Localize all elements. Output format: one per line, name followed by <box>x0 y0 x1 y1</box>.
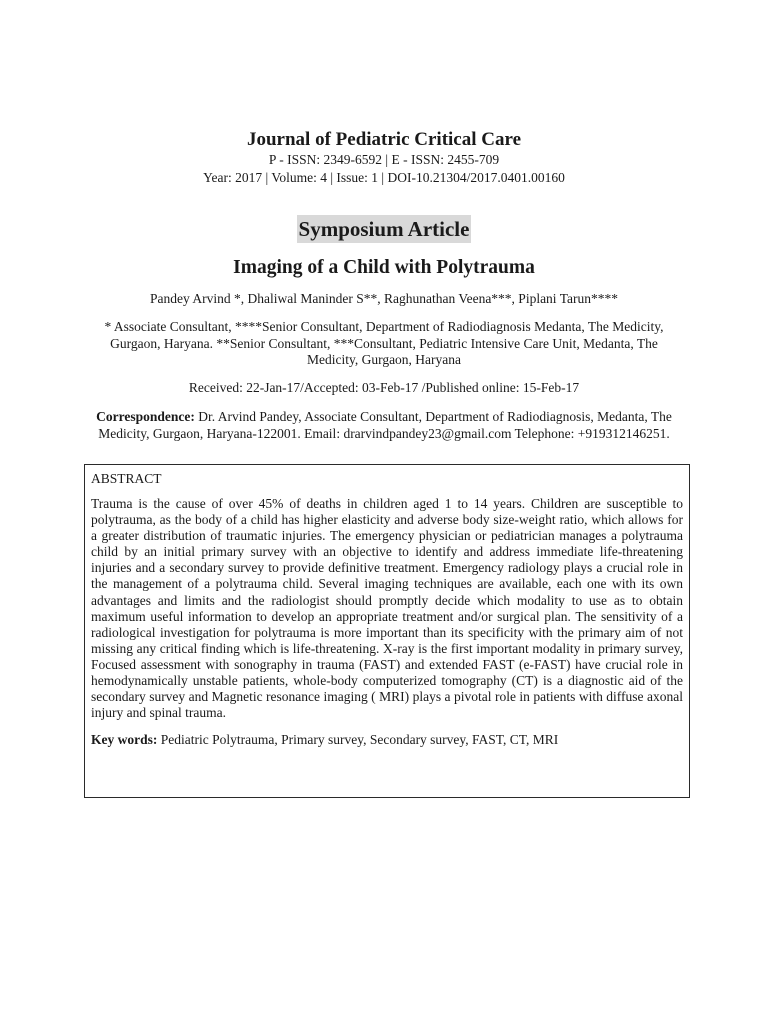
keywords-text: Pediatric Polytrauma, Primary survey, Secondary survey, FAST, CT, MRI <box>157 732 559 748</box>
journal-title: Journal of Pediatric Critical Care <box>246 129 522 150</box>
issn-line: P - ISSN: 2349-6592 | E - ISSN: 2455-709 <box>268 152 500 167</box>
article-type-container <box>0 215 768 246</box>
article-type-label: Symposium Article <box>298 217 470 241</box>
author-list: Pandey Arvind *, Dhaliwal Maninder S**, Raghunathan Veena***, Piplani Tarun**** <box>150 291 618 306</box>
keywords-label: Key words: <box>91 732 158 748</box>
correspondence-label: Correspondence: <box>96 409 195 424</box>
abstract-box <box>84 464 690 798</box>
abstract-body: Trauma is the cause of over 45% of deaths in children aged 1 to 14 years. Children are susceptible to polytrauma, as the body of a child has higher elasticity and adverse body size-weight ratio, which allows for a greater distribution of traumatic injuries. The emergency physician or pediatrician manages a polytrauma child by an initial primary survey with an objective to identify and address immediate life-threatening injuries and a secondary survey to provide definitive treatment. Emergency radiology plays a crucial role in the management of a polytrauma child. Several imaging techniques are available, each one with its own advantages and limits and the radiologist should promptly decide which modality to use as to obtain maximum useful information to develop an appropriate treatment and/or surgical plan. The sensitivity of a radiological investigation for polytrauma is more important than its specificity with the primary aim of not missing any critical finding which is life-threatening. X-ray is the first important modality in primary survey, Focused assessment with sonography in trauma (FAST) and extended FAST (e-FAST) have crucial role in hemodynamically unstable patients, whole-body computerized tomography (CT) is a diagnostic aid of the secondary survey and Magnetic resonance imaging ( MRI) plays a pivotal role in patients with diffuse axonal injury and spinal trauma. <box>91 496 683 721</box>
abstract-heading: ABSTRACT <box>91 471 162 486</box>
correspondence-text: Dr. Arvind Pandey, Associate Consultant, Department of Radiodiagnosis, Medanta, The Medicity, Gurgaon, Haryana-122001. Email: drarvindpandey23@gmail.com Telephone: +919312146251. <box>98 409 672 441</box>
correspondence-block <box>84 409 684 442</box>
publication-details: Year: 2017 | Volume: 4 | Issue: 1 | DOI-10.21304/2017.0401.00160 <box>203 170 565 185</box>
article-title: Imaging of a Child with Polytrauma <box>233 257 535 278</box>
keywords-line <box>91 731 683 748</box>
author-affiliations: * Associate Consultant, ****Senior Consultant, Department of Radiodiagnosis Medanta, The Medicity, Gurgaon, Haryana. **Senior Consultant, ***Consultant, Pediatric Intensive Care Unit, Medanta, The Medicity, Gurgaon, Haryana <box>104 319 664 367</box>
article-dates: Received: 22-Jan-17/Accepted: 03-Feb-17 /Published online: 15-Feb-17 <box>188 380 580 395</box>
